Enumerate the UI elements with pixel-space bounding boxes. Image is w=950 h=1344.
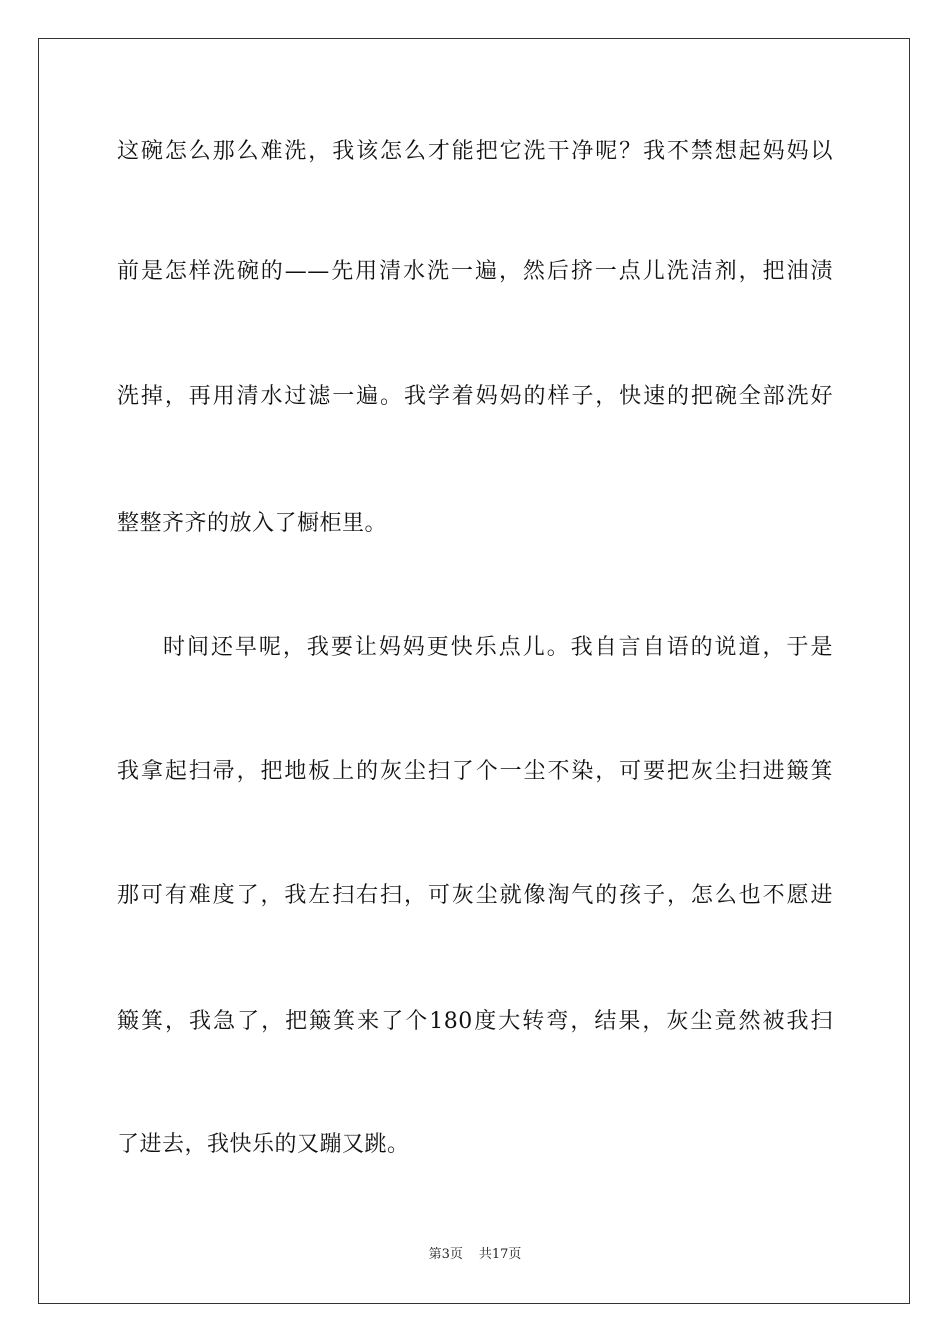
text-line: 簸箕，我急了，把簸箕来了个180度大转弯，结果，灰尘竟然被我扫 xyxy=(117,1009,833,1034)
page-number: 第3页 xyxy=(428,1247,463,1262)
text-line: 洗掉，再用清水过滤一遍。我学着妈妈的样子，快速的把碗全部洗好 xyxy=(117,384,833,409)
text-line: 时间还早呢，我要让妈妈更快乐点儿。我自言自语的说道，于是 xyxy=(163,635,833,660)
page-border xyxy=(38,38,910,1304)
text-line: 了进去，我快乐的又蹦又跳。 xyxy=(117,1132,410,1157)
page-footer xyxy=(0,1246,950,1264)
total-pages: 共17页 xyxy=(478,1247,522,1262)
text-line: 这碗怎么那么难洗，我该怎么才能把它洗干净呢？我不禁想起妈妈以 xyxy=(117,139,833,164)
text-line: 前是怎样洗碗的——先用清水洗一遍，然后挤一点儿洗洁剂，把油渍 xyxy=(117,259,833,284)
text-line: 那可有难度了，我左扫右扫，可灰尘就像淘气的孩子，怎么也不愿进 xyxy=(117,883,833,908)
text-line: 我拿起扫帚，把地板上的灰尘扫了个一尘不染，可要把灰尘扫进簸箕 xyxy=(117,759,833,784)
text-line: 整整齐齐的放入了橱柜里。 xyxy=(117,511,388,536)
